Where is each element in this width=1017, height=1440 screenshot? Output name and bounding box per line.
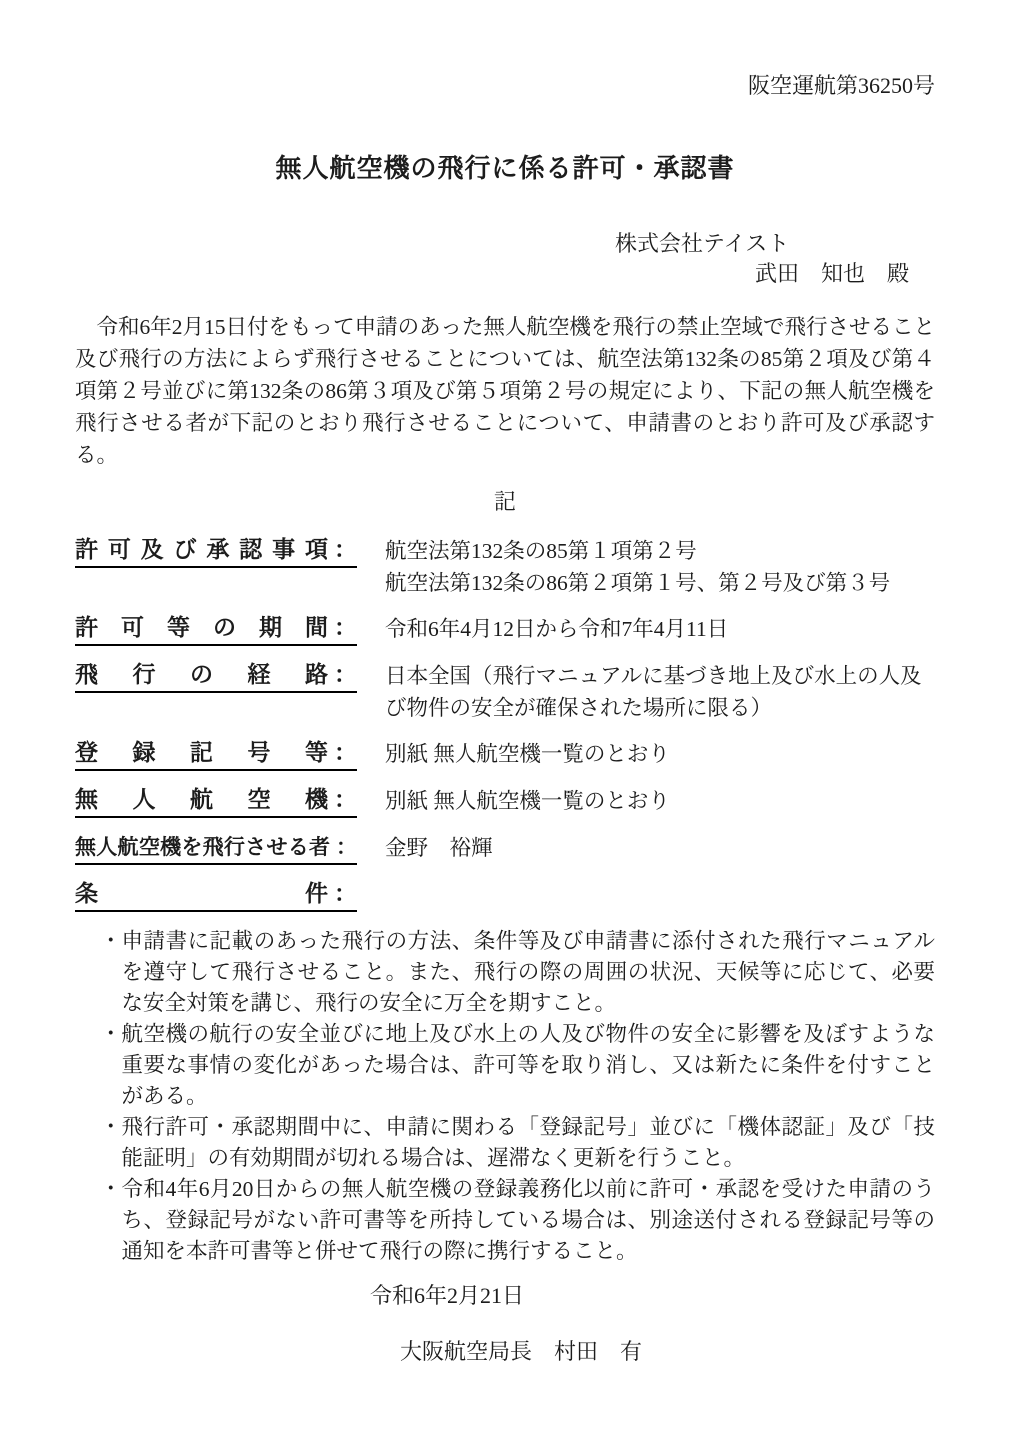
- term-value-line: 航空法第132条の86第２項第１号、第２号及び第３号: [385, 571, 891, 595]
- term-colon: ：: [334, 537, 357, 562]
- term-value-line: 日本全国（飛行マニュアルに基づき地上及び水上の人及び物件の安全が確保された場所に限る）: [385, 664, 922, 720]
- term-values: [385, 832, 935, 864]
- document-number: 阪空運航第36250号: [747, 73, 935, 98]
- issue-date: 令和6年2月21日: [370, 1283, 525, 1308]
- term-row-flight-route: [75, 660, 935, 724]
- term-values: [385, 660, 935, 724]
- term-label: [75, 613, 357, 646]
- term-value-line: 別紙 無人航空機一覧のとおり: [385, 742, 670, 766]
- term-label: [75, 738, 357, 771]
- term-colon: ：: [334, 662, 357, 687]
- term-label-text: 許可等の期間: [75, 615, 328, 640]
- term-label-text: 無人航空機を飛行させる者: [75, 835, 330, 859]
- addressee-person: 武田 知也 殿: [755, 261, 910, 286]
- terms-section: [75, 535, 935, 912]
- term-label-text: 条件: [75, 881, 328, 906]
- condition-text: 飛行許可・承認期間中に、申請に関わる「登録記号」並びに「機体認証」及び「技能証明」の有効期間が切れる場合は、遅滞なく更新を行うこと。: [121, 1115, 935, 1170]
- term-value-line: 航空法第132条の85第１項第２号: [385, 539, 697, 563]
- term-value-line: 別紙 無人航空機一覧のとおり: [385, 789, 670, 813]
- term-values: [385, 785, 935, 817]
- addressee-company: 株式会社テイスト: [615, 231, 790, 256]
- condition-item: [100, 926, 935, 1019]
- term-label: [75, 535, 357, 568]
- term-label: [75, 879, 357, 912]
- condition-item: [100, 1112, 935, 1174]
- document-title: 無人航空機の飛行に係る許可・承認書: [275, 154, 735, 183]
- term-label-text: 登録記号等: [75, 740, 328, 765]
- term-row-conditions: [75, 879, 935, 912]
- term-value-line: 令和6年4月12日から令和7年4月11日: [385, 617, 729, 641]
- bullet-glyph: ・: [100, 1022, 122, 1046]
- term-row-operator: [75, 832, 935, 865]
- term-colon: ：: [334, 881, 357, 906]
- term-values: [385, 738, 935, 770]
- bullet-glyph: ・: [100, 1115, 122, 1139]
- term-values: [385, 613, 935, 645]
- term-colon: ：: [334, 740, 357, 765]
- bullet-glyph: ・: [100, 929, 122, 953]
- condition-item: [100, 1174, 935, 1267]
- term-row-uav: [75, 785, 935, 818]
- term-colon: ：: [336, 835, 357, 859]
- term-label: [75, 785, 357, 818]
- term-value-line: 金野 裕輝: [385, 836, 493, 860]
- term-row-permission-items: [75, 535, 935, 599]
- term-label-text: 無人航空機: [75, 787, 328, 812]
- term-row-registration-id: [75, 738, 935, 771]
- addressee-block: [75, 229, 935, 289]
- condition-text: 令和4年6月20日からの無人航空機の登録義務化以前に許可・承認を受けた申請のうち、登録記号がない許可書等を所持している場合は、別途送付される登録記号等の通知を本許可書等と併せて飛行の際に携行すること。: [121, 1177, 935, 1263]
- condition-text: 申請書に記載のあった飛行の方法、条件等及び申請書に添付された飛行マニュアルを遵守して飛行させること。また、飛行の際の周囲の状況、天候等に応じて、必要な安全対策を講じ、飛行の安全に万全を期すこと。: [121, 929, 935, 1015]
- conditions-list: [75, 926, 935, 1267]
- record-marker: 記: [493, 489, 516, 514]
- term-label: [75, 660, 357, 693]
- bullet-glyph: ・: [100, 1177, 122, 1201]
- term-row-permission-period: [75, 613, 935, 646]
- term-values: [385, 535, 935, 599]
- condition-item: [100, 1019, 935, 1112]
- term-colon: ：: [334, 787, 357, 812]
- condition-text: 航空機の航行の安全並びに地上及び水上の人及び物件の安全に影響を及ぼすような重要な事情の変化があった場合は、許可等を取り消し、又は新たに条件を付すことがある。: [121, 1022, 935, 1108]
- term-label-text: 許可及び承認事項: [75, 537, 328, 562]
- term-label-text: 飛行の経路: [75, 662, 328, 687]
- issuer-signature: 大阪航空局長 村田 有: [400, 1339, 643, 1364]
- term-colon: ：: [334, 615, 357, 640]
- term-label: [75, 832, 357, 865]
- intro-paragraph: 令和6年2月15日付をもって申請のあった無人航空機を飛行の禁止空域で飛行させること及び飛行の方法によらず飛行させることについては、航空法第132条の85第２項及び第４項第２号並びに第132条の86第３項及び第５項第２号の規定により、下記の無人航空機を飛行させる者が下記のとおり飛行させることについて、申請書のとおり許可及び承認する。: [75, 315, 935, 467]
